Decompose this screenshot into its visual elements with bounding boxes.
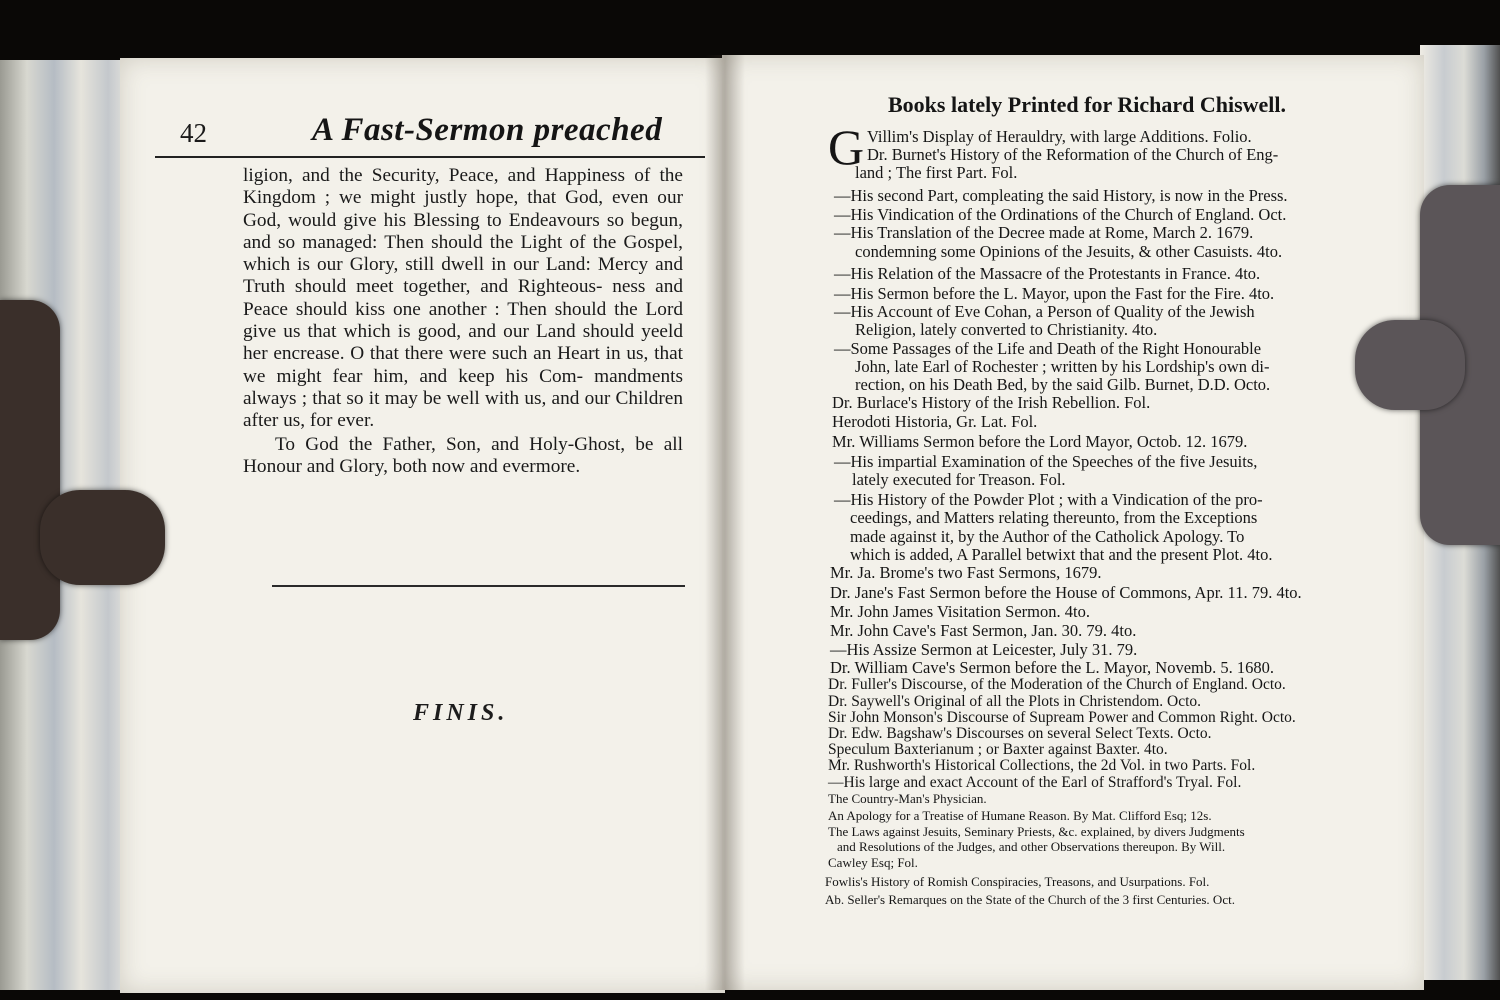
book-entry: ceedings, and Matters relating thereunto, from the Exceptions [850, 508, 1258, 527]
book-entry: —His impartial Examination of the Speeches of the five Jesuits, [834, 452, 1258, 471]
book-entry: —His large and exact Account of the Earl of Strafford's Tryal. Fol. [828, 774, 1242, 791]
body-line: Gospel, which is our Glory, still dwell in our Land: [243, 231, 683, 276]
book-entry: —His History of the Powder Plot ; with a Vindication of the pro- [834, 490, 1263, 509]
book-entry: Sir John Monson's Discourse of Supream Power and Common Right. Octo. [828, 709, 1296, 726]
book-entry: —His Translation of the Decree made at Rome, March 2. 1679. [834, 223, 1254, 242]
book-entry: Dr. Burnet's History of the Reformation of the Church of Eng- [867, 145, 1279, 164]
page-number: 42 [180, 118, 207, 148]
body-line: God, would give his Blessing to Endeavours so begun, [243, 209, 683, 231]
book-entry: —His Vindication of the Ordinations of the Church of England. Oct. [834, 205, 1287, 224]
body-line: Kingdom ; we might justly hope, that God, even our [243, 187, 683, 209]
book-entry: Herodoti Historia, Gr. Lat. Fol. [832, 412, 1038, 431]
book-entry: Cawley Esq; Fol. [828, 855, 918, 870]
book-entry: —His Relation of the Massacre of the Protestants in France. 4to. [834, 264, 1261, 283]
book-entry: which is added, A Parallel betwixt that and the present Plot. 4to. [850, 545, 1273, 564]
book-entry: —His Assize Sermon at Leicester, July 31. 79. [830, 640, 1138, 659]
book-entry: Mr. John James Visitation Sermon. 4to. [830, 602, 1090, 621]
book-entry: Speculum Baxterianum ; or Baxter against Baxter. 4to. [828, 741, 1168, 758]
book-entry: Dr. Jane's Fast Sermon before the House of Commons, Apr. 11. 79. 4to. [830, 583, 1302, 602]
book-entry: Mr. Williams Sermon before the Lord Mayor, Octob. 12. 1679. [832, 432, 1248, 451]
book-entry: Fowlis's History of Romish Conspiracies, Treasons, and Usurpations. Fol. [825, 874, 1210, 889]
book-entry: Dr. William Cave's Sermon before the L. Mayor, Novemb. 5. 1680. [830, 658, 1275, 677]
book-entry: Dr. Burlace's History of the Irish Rebellion. Fol. [832, 393, 1151, 412]
book-entry: Mr. Ja. Brome's two Fast Sermons, 1679. [830, 563, 1102, 582]
body-line: mandments always ; that so it may be well with us, and [243, 365, 683, 409]
book-entry: Dr. Edw. Bagshaw's Discourses on several Select Texts. Octo. [828, 725, 1212, 742]
book-entry: Villim's Display of Herauldry, with large Additions. Folio. [867, 127, 1252, 146]
book-entry: condemning some Opinions of the Jesuits, & other Casuists. 4to. [855, 242, 1283, 261]
book-entry: Religion, lately converted to Christianity. 4to. [855, 320, 1158, 339]
drop-cap: G [828, 119, 865, 175]
book-entry: rection, on his Death Bed, by the said Gilb. Burnet, D.D. Octo. [855, 375, 1271, 394]
book-entry: John, late Earl of Rochester ; written by his Lordship's own di- [855, 357, 1270, 376]
book-entry: Mr. John Cave's Fast Sermon, Jan. 30. 79. 4to. [830, 621, 1137, 640]
book-entry: lately executed for Treason. Fol. [852, 470, 1066, 489]
body-line: Heart in us, that we might fear him, and keep his Com- [243, 343, 684, 387]
book-entry: and Resolutions of the Judges, and other Observations thereupon. By Will. [837, 839, 1226, 854]
book-entry: Mr. Rushworth's Historical Collections, the 2d Vol. in two Parts. Fol. [828, 757, 1256, 774]
body-line: the Lord give us that which is good, and our Land [243, 298, 684, 343]
book-entry: Ab. Seller's Remarques on the State of the Church of the 3 first Centuries. Oct. [825, 892, 1235, 907]
body-line: ness and Peace should kiss one another : Then should [243, 276, 683, 320]
book-entry: Dr. Saywell's Original of all the Plots in Christendom. Octo. [828, 693, 1202, 710]
book-entry: land ; The first Part. Fol. [855, 163, 1018, 182]
book-entry: Dr. Fuller's Discourse, of the Moderation of the Church of England. Octo. [828, 676, 1286, 693]
book-entry: —Some Passages of the Life and Death of the Right Honourable [834, 339, 1262, 358]
book-entry: —His Account of Eve Cohan, a Person of Quality of the Jewish [834, 302, 1255, 321]
book-entry: —His Sermon before the L. Mayor, upon the Fast for the Fire. 4to. [834, 284, 1275, 303]
book-entry: The Laws against Jesuits, Seminary Priests, &c. explained, by divers Judgments [828, 824, 1245, 839]
body-line: Honour and Glory, both now and evermore. [243, 455, 581, 477]
book-entry: —His second Part, compleating the said History, is now in the Press. [834, 186, 1288, 205]
advertisement-heading: Books lately Printed for Richard Chiswell. [888, 92, 1287, 117]
body-line: ligion, and the Security, Peace, and Happiness of the [243, 165, 683, 186]
running-title: A Fast-Sermon preached [312, 112, 663, 148]
book-entry: An Apology for a Treatise of Humane Reason. By Mat. Clifford Esq; 12s. [828, 808, 1212, 823]
finis-mark: FINIS. [413, 700, 509, 726]
body-line: To God the Father, Son, and Holy-Ghost, be all [275, 433, 683, 455]
body-line: Mercy and Truth should meet together, and Righteous- [243, 254, 684, 298]
book-entry: made against it, by the Author of the Catholick Apology. To [850, 527, 1245, 546]
body-line: should yeeld her encrease. O that there were such an [243, 321, 683, 365]
body-line: and so managed: Then should the Light of the [243, 231, 624, 253]
book-entry: The Country-Man's Physician. [828, 791, 987, 806]
body-line: our Children after us, for ever. [243, 387, 683, 432]
